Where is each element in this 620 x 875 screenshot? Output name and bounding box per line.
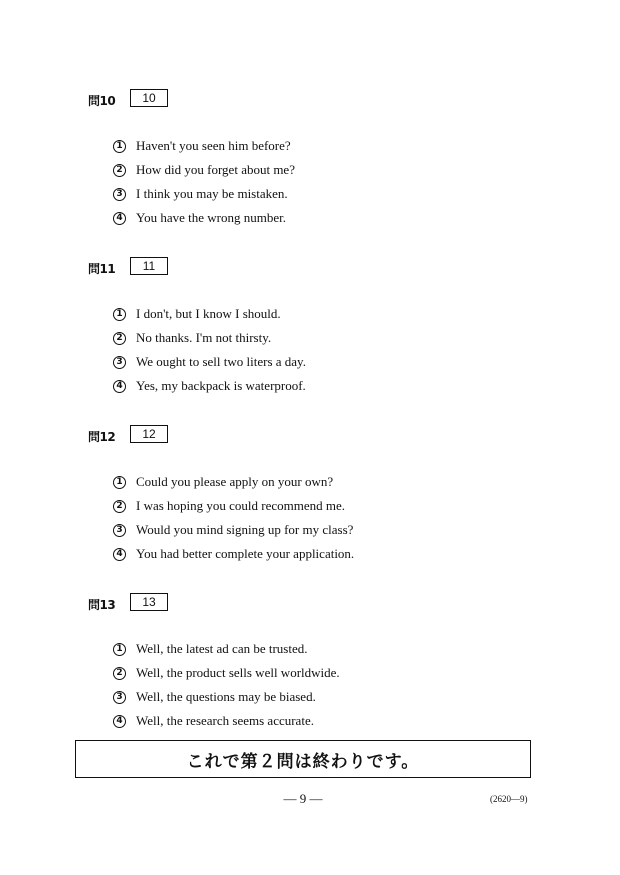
- choice-text: You have the wrong number.: [136, 210, 286, 225]
- choice-text: I think you may be mistaken.: [136, 186, 288, 201]
- choice-item: [113, 376, 306, 396]
- choice-text: Could you please apply on your own?: [136, 474, 334, 489]
- choice-item: [113, 663, 340, 683]
- choice-text: Well, the questions may be biased.: [136, 689, 316, 704]
- answer-box: 12: [130, 425, 168, 443]
- choice-number: 1: [113, 308, 126, 321]
- choice-item: [113, 352, 306, 372]
- choice-number: 3: [113, 524, 126, 537]
- choice-text: Yes, my backpack is waterproof.: [136, 378, 306, 393]
- choice-number: 1: [113, 643, 126, 656]
- choice-text: No thanks. I'm not thirsty.: [136, 330, 272, 345]
- page-number: — 9 —: [283, 791, 323, 806]
- choice-item: [113, 496, 345, 516]
- choice-number: 3: [113, 691, 126, 704]
- choice-text: Haven't you seen him before?: [136, 138, 291, 153]
- choice-item: [113, 160, 295, 180]
- choice-text: You had better complete your application.: [136, 546, 355, 561]
- choice-number: 2: [113, 332, 126, 345]
- choice-text: I don't, but I know I should.: [136, 306, 281, 321]
- choice-item: [113, 711, 314, 731]
- choice-text: Well, the latest ad can be trusted.: [136, 641, 308, 656]
- choice-number: 4: [113, 715, 126, 728]
- choice-text: Well, the research seems accurate.: [136, 713, 314, 728]
- choice-text: We ought to sell two liters a day.: [136, 354, 306, 369]
- answer-box: 11: [130, 257, 168, 275]
- choice-number: 1: [113, 476, 126, 489]
- choice-item: [113, 520, 353, 540]
- question-label: 問10: [88, 94, 116, 108]
- choice-item: [113, 544, 354, 564]
- answer-box: 13: [130, 593, 168, 611]
- choice-item: [113, 687, 316, 707]
- choice-item: [113, 639, 308, 659]
- choice-text: Well, the product sells well worldwide.: [136, 665, 340, 680]
- question-label: 問11: [88, 262, 116, 276]
- choice-number: 4: [113, 548, 126, 561]
- choice-item: [113, 472, 333, 492]
- end-of-section-notice: これで第２問は終わりです。: [75, 740, 531, 778]
- exam-code: (2620—9): [490, 794, 528, 804]
- choice-text: I was hoping you could recommend me.: [136, 498, 346, 513]
- choice-number: 2: [113, 667, 126, 680]
- choice-item: [113, 136, 291, 156]
- choice-number: 2: [113, 500, 126, 513]
- choice-number: 4: [113, 380, 126, 393]
- choice-number: 1: [113, 140, 126, 153]
- choice-text: Would you mind signing up for my class?: [136, 522, 354, 537]
- choice-item: [113, 208, 286, 228]
- choice-number: 4: [113, 212, 126, 225]
- choice-text: How did you forget about me?: [136, 162, 295, 177]
- choice-item: [113, 304, 281, 324]
- choice-number: 3: [113, 188, 126, 201]
- choice-number: 3: [113, 356, 126, 369]
- question-label: 問12: [88, 430, 116, 444]
- question-label: 問13: [88, 598, 116, 612]
- answer-box: 10: [130, 89, 168, 107]
- choice-item: [113, 184, 288, 204]
- choice-number: 2: [113, 164, 126, 177]
- choice-item: [113, 328, 271, 348]
